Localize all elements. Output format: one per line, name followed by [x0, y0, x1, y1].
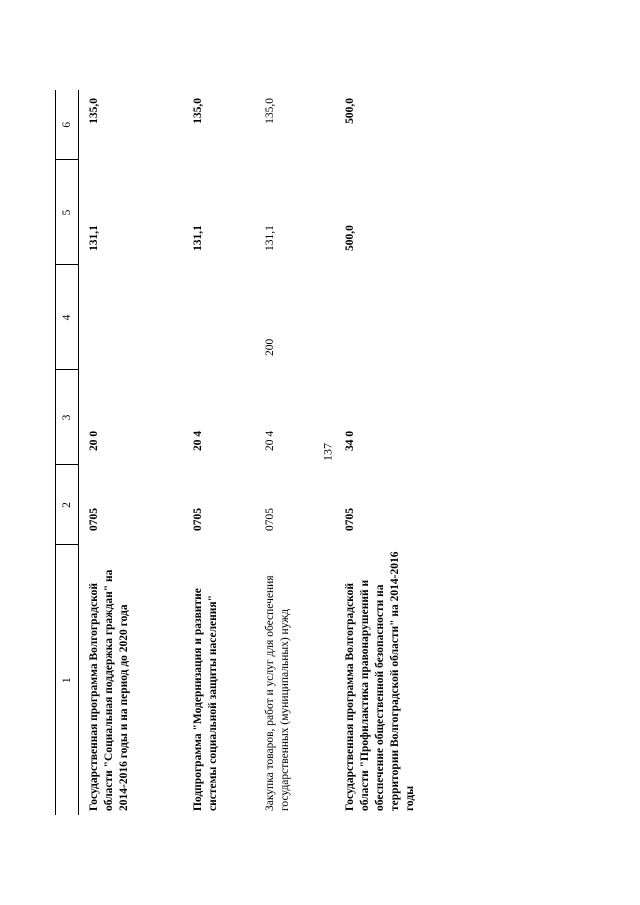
- row-name: Государственная программа Волгоградской области "Социальная поддержка граждан" на 2014-2016 годы и на период до 2020 года: [88, 569, 130, 811]
- amount-col-5: 131,1: [192, 225, 204, 251]
- amount-col-6: 500,0: [344, 98, 356, 124]
- col-header-3: 3: [56, 370, 79, 465]
- amount-col-6: 135,0: [88, 98, 100, 124]
- section-code: 0705: [88, 508, 100, 531]
- table-frame: [55, 90, 505, 815]
- table-row: [191, 90, 263, 815]
- amount-col-5: 500,0: [344, 225, 356, 251]
- col-header-6: 6: [56, 90, 79, 160]
- target-article: 20 4: [192, 430, 204, 451]
- budget-table: [55, 90, 483, 815]
- expense-type: 200: [264, 338, 276, 356]
- table-row: [79, 90, 192, 815]
- expense-type: [79, 265, 192, 370]
- col-header-1: 1: [56, 545, 79, 815]
- amount-col-5: 131,1: [88, 225, 100, 251]
- target-article: 20 0: [88, 430, 100, 451]
- page-number: 137: [320, 443, 335, 461]
- amount-col-6: 135,0: [192, 98, 204, 124]
- table-row: [263, 90, 343, 815]
- target-article: 34 0: [344, 430, 356, 451]
- col-header-5: 5: [56, 160, 79, 265]
- row-name: Подпрограмма "Модернизация и развитие системы социальной защиты населения": [192, 588, 219, 811]
- section-code: 0705: [192, 508, 204, 531]
- col-header-4: 4: [56, 265, 79, 370]
- section-code: 0705: [264, 508, 276, 531]
- col-header-2: 2: [56, 465, 79, 545]
- expense-type: [191, 265, 263, 370]
- table-row: [343, 90, 483, 815]
- section-code: 0705: [344, 508, 356, 531]
- amount-col-5: 131,1: [264, 225, 276, 251]
- target-article: 20 4: [264, 430, 276, 451]
- header-row: [56, 90, 79, 815]
- amount-col-6: 135,0: [264, 98, 276, 124]
- row-name: Государственная программа Волгоградской области "Профилактика правонарушений и обеспечение общественной безопасности на территории Волгоградской области" на 2014-2016 годы: [344, 551, 416, 811]
- rotated-table-area: [55, 90, 505, 815]
- row-name: Закупка товаров, работ и услуг для обеспечения государственных (муниципальных) нужд: [264, 575, 291, 811]
- expense-type: [343, 265, 483, 370]
